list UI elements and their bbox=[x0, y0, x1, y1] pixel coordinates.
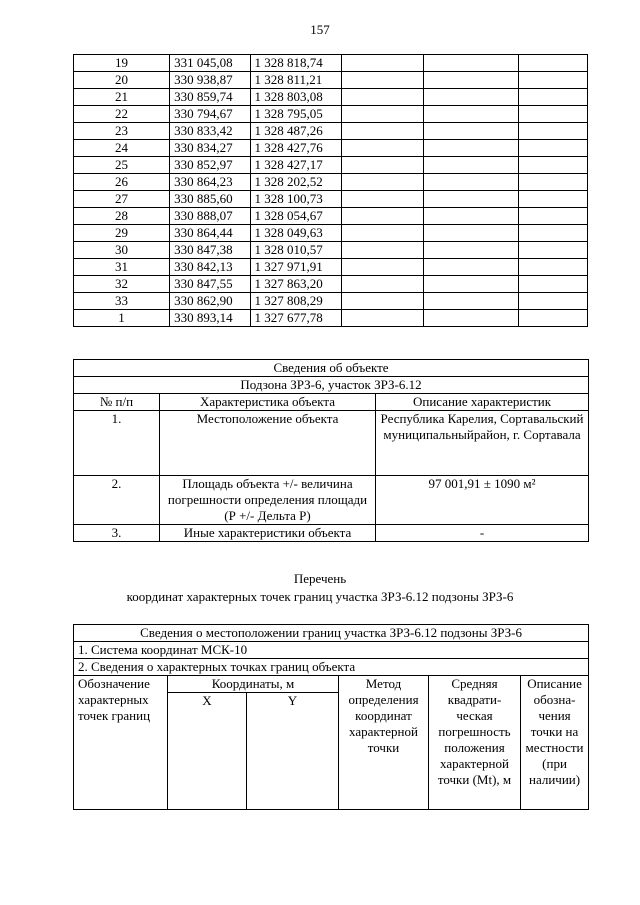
coord-row bbox=[74, 225, 588, 242]
header-description: Описание характеристик bbox=[376, 394, 589, 411]
point-number: 27 bbox=[74, 191, 170, 208]
empty-cell bbox=[342, 293, 424, 310]
coord-y: 1 328 054,67 bbox=[250, 208, 342, 225]
point-number: 23 bbox=[74, 123, 170, 140]
coord-y: 1 328 487,26 bbox=[250, 123, 342, 140]
empty-cell bbox=[518, 55, 587, 72]
empty-cell bbox=[423, 174, 518, 191]
coord-y: 1 327 971,91 bbox=[250, 259, 342, 276]
coord-x: 330 852,97 bbox=[170, 157, 250, 174]
coord-row bbox=[74, 293, 588, 310]
empty-cell bbox=[342, 89, 424, 106]
point-number: 19 bbox=[74, 55, 170, 72]
coord-row bbox=[74, 106, 588, 123]
point-number: 32 bbox=[74, 276, 170, 293]
coord-y: 1 328 803,08 bbox=[250, 89, 342, 106]
boundary-table bbox=[73, 624, 589, 810]
page-number: 157 bbox=[310, 22, 330, 37]
empty-cell bbox=[342, 208, 424, 225]
empty-cell bbox=[342, 72, 424, 89]
header-num: № п/п bbox=[74, 394, 160, 411]
empty-cell bbox=[423, 157, 518, 174]
coord-x: 330 938,87 bbox=[170, 72, 250, 89]
coord-row bbox=[74, 276, 588, 293]
empty-cell bbox=[518, 293, 587, 310]
coord-row bbox=[74, 191, 588, 208]
empty-cell bbox=[342, 123, 424, 140]
empty-cell bbox=[342, 259, 424, 276]
list-heading-line2: координат характерных точек границ участка ЗРЗ-6.12 подзоны ЗРЗ-6 bbox=[126, 589, 514, 604]
row-num: 3. bbox=[74, 525, 160, 542]
coord-x: 330 864,23 bbox=[170, 174, 250, 191]
coord-x: 330 833,42 bbox=[170, 123, 250, 140]
coord-y: 1 327 863,20 bbox=[250, 276, 342, 293]
coord-row bbox=[74, 157, 588, 174]
coord-x: 330 847,55 bbox=[170, 276, 250, 293]
empty-cell bbox=[342, 310, 424, 327]
coord-row bbox=[74, 208, 588, 225]
point-number: 29 bbox=[74, 225, 170, 242]
empty-cell bbox=[423, 191, 518, 208]
empty-cell bbox=[423, 225, 518, 242]
empty-cell bbox=[423, 55, 518, 72]
coord-y: 1 327 677,78 bbox=[250, 310, 342, 327]
empty-cell bbox=[342, 106, 424, 123]
empty-cell bbox=[423, 106, 518, 123]
object-info-subtitle: Подзона ЗРЗ-6, участок ЗРЗ-6.12 bbox=[74, 377, 589, 394]
coord-x: 331 045,08 bbox=[170, 55, 250, 72]
coord-row bbox=[74, 55, 588, 72]
empty-cell bbox=[518, 140, 587, 157]
row-description: - bbox=[376, 525, 589, 542]
object-info-table bbox=[73, 359, 589, 542]
empty-cell bbox=[518, 242, 587, 259]
coord-y: 1 328 427,17 bbox=[250, 157, 342, 174]
coord-y: 1 328 811,21 bbox=[250, 72, 342, 89]
coord-y: 1 328 100,73 bbox=[250, 191, 342, 208]
coord-y: 1 328 818,74 bbox=[250, 55, 342, 72]
object-info-title: Сведения об объекте bbox=[74, 360, 589, 377]
empty-cell bbox=[423, 276, 518, 293]
coord-x: 330 834,27 bbox=[170, 140, 250, 157]
coord-y: 1 328 049,63 bbox=[250, 225, 342, 242]
empty-cell bbox=[342, 174, 424, 191]
empty-cell bbox=[518, 174, 587, 191]
row-characteristic: Площадь объекта +/- величина погрешности определения площади (Р +/- Дельта Р) bbox=[160, 476, 376, 525]
coord-x: 330 888,07 bbox=[170, 208, 250, 225]
empty-cell bbox=[342, 140, 424, 157]
empty-cell bbox=[423, 259, 518, 276]
coord-x: 330 859,74 bbox=[170, 89, 250, 106]
coord-x: 330 847,38 bbox=[170, 242, 250, 259]
boundary-title: Сведения о местоположении границ участка ЗРЗ-6.12 подзоны ЗРЗ-6 bbox=[74, 625, 589, 642]
empty-cell bbox=[518, 225, 587, 242]
empty-cell bbox=[423, 242, 518, 259]
coord-row bbox=[74, 174, 588, 191]
point-number: 28 bbox=[74, 208, 170, 225]
col-coordinates: Координаты, м bbox=[168, 676, 339, 693]
points-info: 2. Сведения о характерных точках границ объекта bbox=[74, 659, 589, 676]
col-method: Метод определения координат характерной точки bbox=[339, 676, 429, 810]
col-x: X bbox=[168, 693, 247, 810]
empty-cell bbox=[342, 276, 424, 293]
header-characteristic: Характеристика объекта bbox=[160, 394, 376, 411]
coord-row bbox=[74, 123, 588, 140]
col-designation: Обозначение характерных точек границ bbox=[74, 676, 168, 810]
coord-x: 330 864,44 bbox=[170, 225, 250, 242]
coordinate-system: 1. Система координат МСК-10 bbox=[74, 642, 589, 659]
row-characteristic: Местоположение объекта bbox=[160, 411, 376, 476]
coord-x: 330 794,67 bbox=[170, 106, 250, 123]
empty-cell bbox=[342, 55, 424, 72]
row-description: Республика Карелия, Сортавальский муниципальныйрайон, г. Сортавала bbox=[376, 411, 589, 476]
coord-y: 1 327 808,29 bbox=[250, 293, 342, 310]
point-number: 22 bbox=[74, 106, 170, 123]
row-description: 97 001,91 ± 1090 м² bbox=[376, 476, 589, 525]
coord-x: 330 885,60 bbox=[170, 191, 250, 208]
coord-y: 1 328 010,57 bbox=[250, 242, 342, 259]
empty-cell bbox=[423, 208, 518, 225]
coord-y: 1 328 427,76 bbox=[250, 140, 342, 157]
empty-cell bbox=[518, 191, 587, 208]
empty-cell bbox=[423, 293, 518, 310]
point-number: 1 bbox=[74, 310, 170, 327]
empty-cell bbox=[518, 259, 587, 276]
empty-cell bbox=[423, 140, 518, 157]
empty-cell bbox=[518, 106, 587, 123]
empty-cell bbox=[518, 276, 587, 293]
coord-row bbox=[74, 140, 588, 157]
col-y: Y bbox=[247, 693, 339, 810]
empty-cell bbox=[518, 89, 587, 106]
coordinates-table bbox=[73, 54, 588, 327]
row-num: 1. bbox=[74, 411, 160, 476]
empty-cell bbox=[342, 191, 424, 208]
point-number: 31 bbox=[74, 259, 170, 276]
row-characteristic: Иные характеристики объекта bbox=[160, 525, 376, 542]
point-number: 30 bbox=[74, 242, 170, 259]
empty-cell bbox=[423, 72, 518, 89]
coord-y: 1 328 795,05 bbox=[250, 106, 342, 123]
coord-row bbox=[74, 259, 588, 276]
empty-cell bbox=[423, 310, 518, 327]
empty-cell bbox=[518, 123, 587, 140]
coord-row bbox=[74, 310, 588, 327]
coord-x: 330 862,90 bbox=[170, 293, 250, 310]
col-description: Описание обозна-чения точки на местности (при наличии) bbox=[521, 676, 589, 810]
point-number: 24 bbox=[74, 140, 170, 157]
row-num: 2. bbox=[74, 476, 160, 525]
point-number: 33 bbox=[74, 293, 170, 310]
list-heading bbox=[0, 570, 640, 606]
empty-cell bbox=[342, 157, 424, 174]
point-number: 20 bbox=[74, 72, 170, 89]
empty-cell bbox=[423, 123, 518, 140]
point-number: 26 bbox=[74, 174, 170, 191]
point-number: 25 bbox=[74, 157, 170, 174]
list-heading-line1: Перечень bbox=[293, 571, 347, 586]
empty-cell bbox=[518, 208, 587, 225]
empty-cell bbox=[342, 225, 424, 242]
coord-x: 330 893,14 bbox=[170, 310, 250, 327]
coord-row bbox=[74, 89, 588, 106]
empty-cell bbox=[518, 72, 587, 89]
empty-cell bbox=[342, 242, 424, 259]
coord-x: 330 842,13 bbox=[170, 259, 250, 276]
empty-cell bbox=[423, 89, 518, 106]
empty-cell bbox=[518, 157, 587, 174]
point-number: 21 bbox=[74, 89, 170, 106]
col-error: Средняя квадрати-ческая погрешность положения характерной точки (Мt), м bbox=[429, 676, 521, 810]
coord-y: 1 328 202,52 bbox=[250, 174, 342, 191]
coord-row bbox=[74, 72, 588, 89]
empty-cell bbox=[518, 310, 587, 327]
coord-row bbox=[74, 242, 588, 259]
